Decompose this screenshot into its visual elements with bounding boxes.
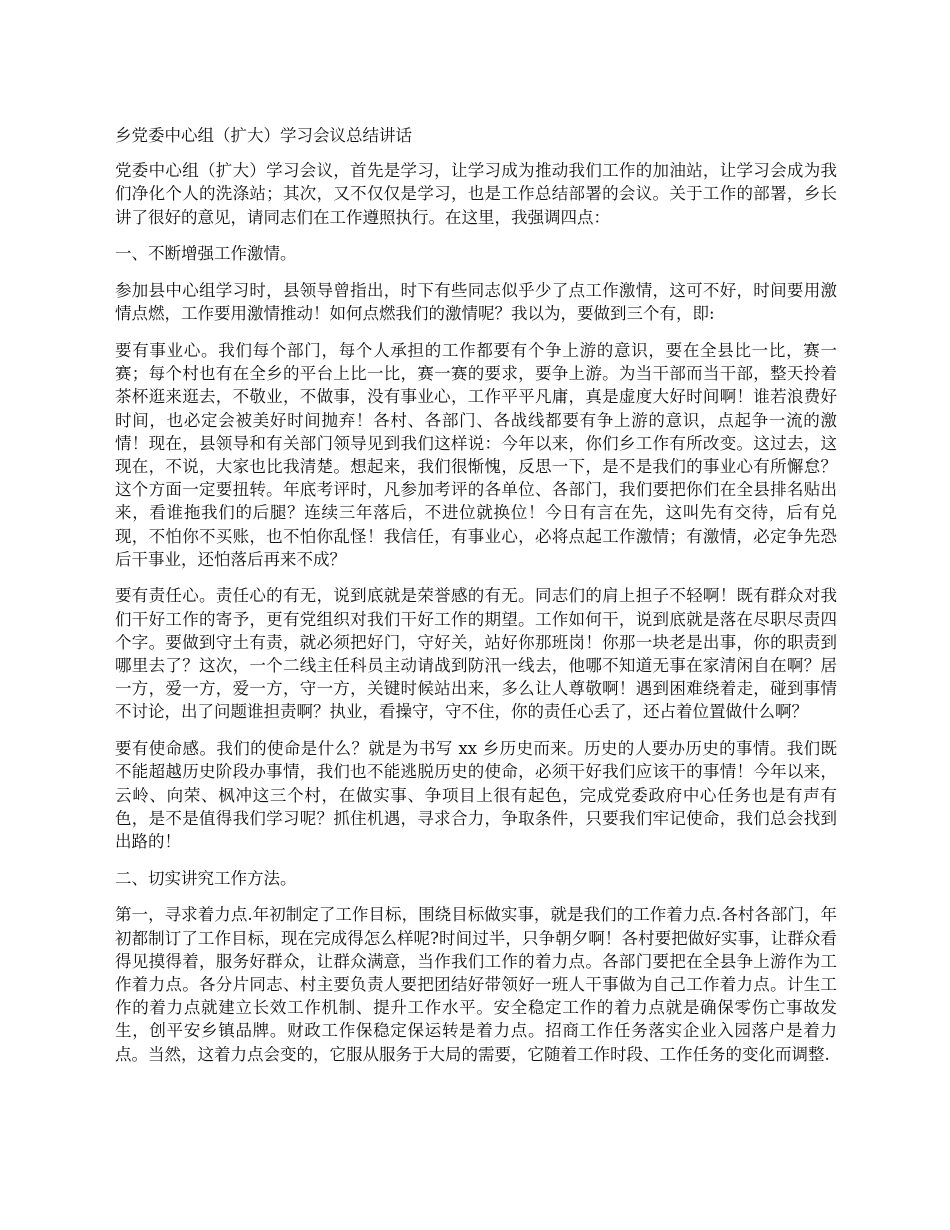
section-heading-1: 一、不断增强工作激情。 (115, 244, 297, 264)
paragraph-responsibility: 要有责任心。责任心的有无，说到底就是荣誉感的有无。同志们的肩上担子不轻啊！既有群众对我们干好工作的寄予，更有党组织对我们干好工作的期望。工作如何干，说到底就是落在尽职尽责四个字。要做到守土有责，就必须把好门，守好关，站好你那班岗！你那一块老是出事，你的职责到哪里去了？这次，一个二线主任科员主动请战到防汛一线去，他哪不知道无事在家清闲自在啊？居一方，爱一方，爱一方，守一方，关键时候站出来，多么让人尊敬啊！遇到困难绕着走，碰到事情不讨论，出了问题谁担责啊？执业，看操守，守不住，你的责任心丢了，还占着位置做什么啊？ (115, 586, 837, 722)
paragraph-passion-intro: 参加县中心组学习时，县领导曾指出，时下有些同志似乎少了点工作激情，这可不好，时间要用激情点燃，工作要用激情推动！如何点燃我们的激情呢？我以为，要做到三个有，即: (115, 281, 837, 324)
document-title: 乡党委中心组（扩大）学习会议总结讲话 (115, 126, 412, 145)
document-body (115, 124, 837, 1079)
paragraph-career-spirit: 要有事业心。我们每个部门，每个人承担的工作都要有个争上游的意识，要在全县比一比，赛一赛；每个村也有在全乡的平台上比一比，赛一赛的要求，要争上游。为当干部而当干部，整天拎着茶杯逛来逛去，不敬业，不做事，没有事业心，工作平平凡庸，真是虚度大好时间啊！谁若浪费好时间，也必定会被美好时间抛弃！各村、各部门、各战线都要有争上游的意识，点起争一流的激情！现在，县领导和有关部门领导见到我们这样说：今年以来，你们乡工作有所改变。这过去，这现在，不说，大家也比我清楚。想起来，我们很惭愧，反思一下，是不是我们的事业心有所懈怠？这个方面一定要扭转。年底考评时，凡参加考评的各单位、各部门，我们要把你们在全县排名贴出来，看谁拖我们的后腿？连续三年落后，不进位就换位！今日有言在先，这叫先有交待，后有兑现，不怕你不买账，也不怕你乱怪！我信任，有事业心，必将点起工作激情；有激情，必定争先恐后干事业，还怕落后再来不成？ (115, 340, 837, 569)
paragraph-focus-point: 第一，寻求着力点.年初制定了工作目标，围绕目标做实事，就是我们的工作着力点.各村各部门，年初都制订了工作目标，现在完成得怎么样呢?时间过半，只争朝夕啊！各村要把做好实事，让群众看得见摸得着，服务好群众，让群众满意，当作我们工作的着力点。各部门要把在全县争上游作为工作着力点。各分片同志、村主要负责人要把团结好带领好一班人干事做为自己工作着力点。计生工作的着力点就建立长效工作机制、提升工作水平。安全稳定工作的着力点就是确保零伤亡事故发生，创平安乡镇品牌。财政工作保稳定保运转是着力点。招商工作任务落实企业入园落户是着力点。当然，这着力点会变的，它服从服务于大局的需要，它随着工作时段、工作任务的变化而调整. (115, 905, 837, 1064)
section-heading-2: 二、切实讲究工作方法。 (115, 868, 297, 888)
paragraph-intro: 党委中心组（扩大）学习会议，首先是学习，让学习成为推动我们工作的加油站，让学习会成为我们净化个人的洗涤站；其次，又不仅仅是学习，也是工作总结部署的会议。关于工作的部署，乡长讲了很好的意见，请同志们在工作遵照执行。在这里，我强调四点： (115, 161, 837, 227)
paragraph-mission: 要有使命感。我们的使命是什么？就是为书写 xx 乡历史而来。历史的人要办历史的事情。我们既不能超越历史阶段办事情，我们也不能逃脱历史的使命，必须干好我们应该干的事情！今年以来，云岭、向荣、枫冲这三个村，在做实事、争项目上很有起色，完成党委政府中心任务也是有声有色，是不是值得我们学习呢？抓住机遇，寻求合力，争取条件，只要我们牢记使命，我们总会找到出路的！ (115, 739, 837, 851)
